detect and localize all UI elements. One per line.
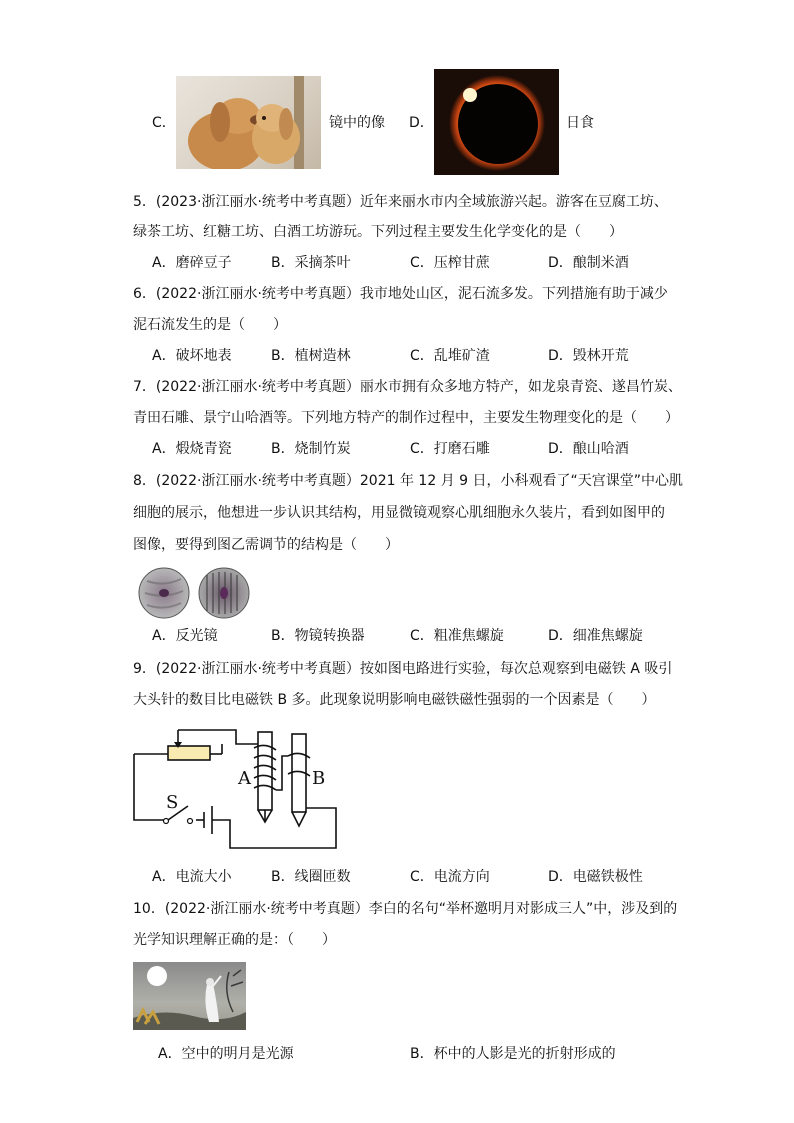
q10-option-b[interactable]: B．杯中的人影是光的折射形成的 [410, 1046, 616, 1062]
q9-stem-line2: 大头针的数目比电磁铁 B 多。此现象说明影响电磁铁磁性强弱的一个因素是（ ） [133, 692, 656, 708]
q6-option-a[interactable]: A．破坏地表 [152, 348, 232, 364]
q8-stem-line2: 细胞的展示，他想进一步认识其结构，用显微镜观察心肌细胞永久装片，看到如图甲的 [133, 505, 665, 521]
q5-stem-line2: 绿茶工坊、红糖工坊、白酒工坊游玩。下列过程主要发生化学变化的是（ ） [133, 224, 623, 240]
switch-s-label: S [166, 792, 179, 813]
q10-stem-line2: 光学知识理解正确的是：（ ） [133, 932, 336, 948]
q9-stem-line1: 9．(2022·浙江丽水·统考中考真题）按如图电路进行实验，每次总观察到电磁铁 A 吸引 [133, 661, 673, 677]
q5-option-a[interactable]: A．磨碎豆子 [152, 255, 232, 271]
q9-option-d[interactable]: D．电磁铁极性 [548, 869, 643, 885]
q9-option-c[interactable]: C．电流方向 [410, 869, 490, 885]
q4-option-d-label: D． [409, 115, 434, 131]
q10-stem-line1: 10．(2022·浙江丽水·统考中考真题）李白的名句“举杯邀明月对影成三人”中，涉及到的 [133, 901, 678, 917]
circuit-diagram [130, 722, 342, 852]
q7-option-d[interactable]: D．酿山哈酒 [548, 441, 629, 457]
microscope-views-image [137, 567, 253, 619]
q4-option-c-caption: 镜中的像 [329, 115, 385, 131]
q7-stem-line2: 青田石雕、景宁山哈酒等。下列地方特产的制作过程中，主要发生物理变化的是（ ） [133, 410, 679, 426]
q4-option-c-label: C． [152, 115, 176, 131]
q6-option-d[interactable]: D．毁林开荒 [548, 348, 629, 364]
q5-option-d[interactable]: D．酿制米酒 [548, 255, 629, 271]
q9-option-a[interactable]: A．电流大小 [152, 869, 232, 885]
electromagnet-a-label: A [238, 768, 251, 789]
q7-stem-line1: 7．(2022·浙江丽水·统考中考真题）丽水市拥有众多地方特产，如龙泉青瓷、遂昌竹炭、 [133, 379, 682, 395]
dogs-mirror-image [176, 76, 321, 169]
q8-stem-line1: 8．(2022·浙江丽水·统考中考真题）2021 年 12 月 9 日，小科观看了“天宫课堂”中心肌 [133, 473, 684, 489]
solar-eclipse-image [434, 69, 559, 175]
q8-option-c[interactable]: C．粗准焦螺旋 [410, 628, 504, 644]
q5-option-c[interactable]: C．压榨甘蔗 [410, 255, 490, 271]
q8-option-a[interactable]: A．反光镜 [152, 628, 218, 644]
q6-stem-line1: 6．(2022·浙江丽水·统考中考真题）我市地处山区，泥石流多发。下列措施有助于减少 [133, 286, 668, 302]
eclipse-icon [434, 69, 559, 175]
q6-option-b[interactable]: B．植树造林 [271, 348, 351, 364]
q8-stem-line3: 图像，要得到图乙需调节的结构是（ ） [133, 537, 399, 553]
li-bai-moon-image [133, 962, 246, 1030]
q9-option-b[interactable]: B．线圈匝数 [271, 869, 351, 885]
q7-option-b[interactable]: B．烧制竹炭 [271, 441, 351, 457]
q5-stem-line1: 5．(2023·浙江丽水·统考中考真题）近年来丽水市内全域旅游兴起。游客在豆腐工坊、 [133, 194, 668, 210]
q8-option-b[interactable]: B．物镜转换器 [271, 628, 365, 644]
moon-icon [133, 962, 246, 1030]
q7-option-a[interactable]: A．煅烧青瓷 [152, 441, 232, 457]
dog-icon [176, 76, 321, 169]
q4-option-d-caption: 日食 [566, 115, 594, 131]
q10-option-a[interactable]: A．空中的明月是光源 [158, 1046, 294, 1062]
circuit-icon [130, 722, 342, 852]
q6-stem-line2: 泥石流发生的是（ ） [133, 317, 287, 333]
q5-option-b[interactable]: B．采摘茶叶 [271, 255, 351, 271]
q8-option-d[interactable]: D．细准焦螺旋 [548, 628, 643, 644]
q7-option-c[interactable]: C．打磨石雕 [410, 441, 490, 457]
electromagnet-b-label: B [312, 768, 326, 789]
microscope-field-icon [137, 567, 253, 619]
q6-option-c[interactable]: C．乱堆矿渣 [410, 348, 490, 364]
